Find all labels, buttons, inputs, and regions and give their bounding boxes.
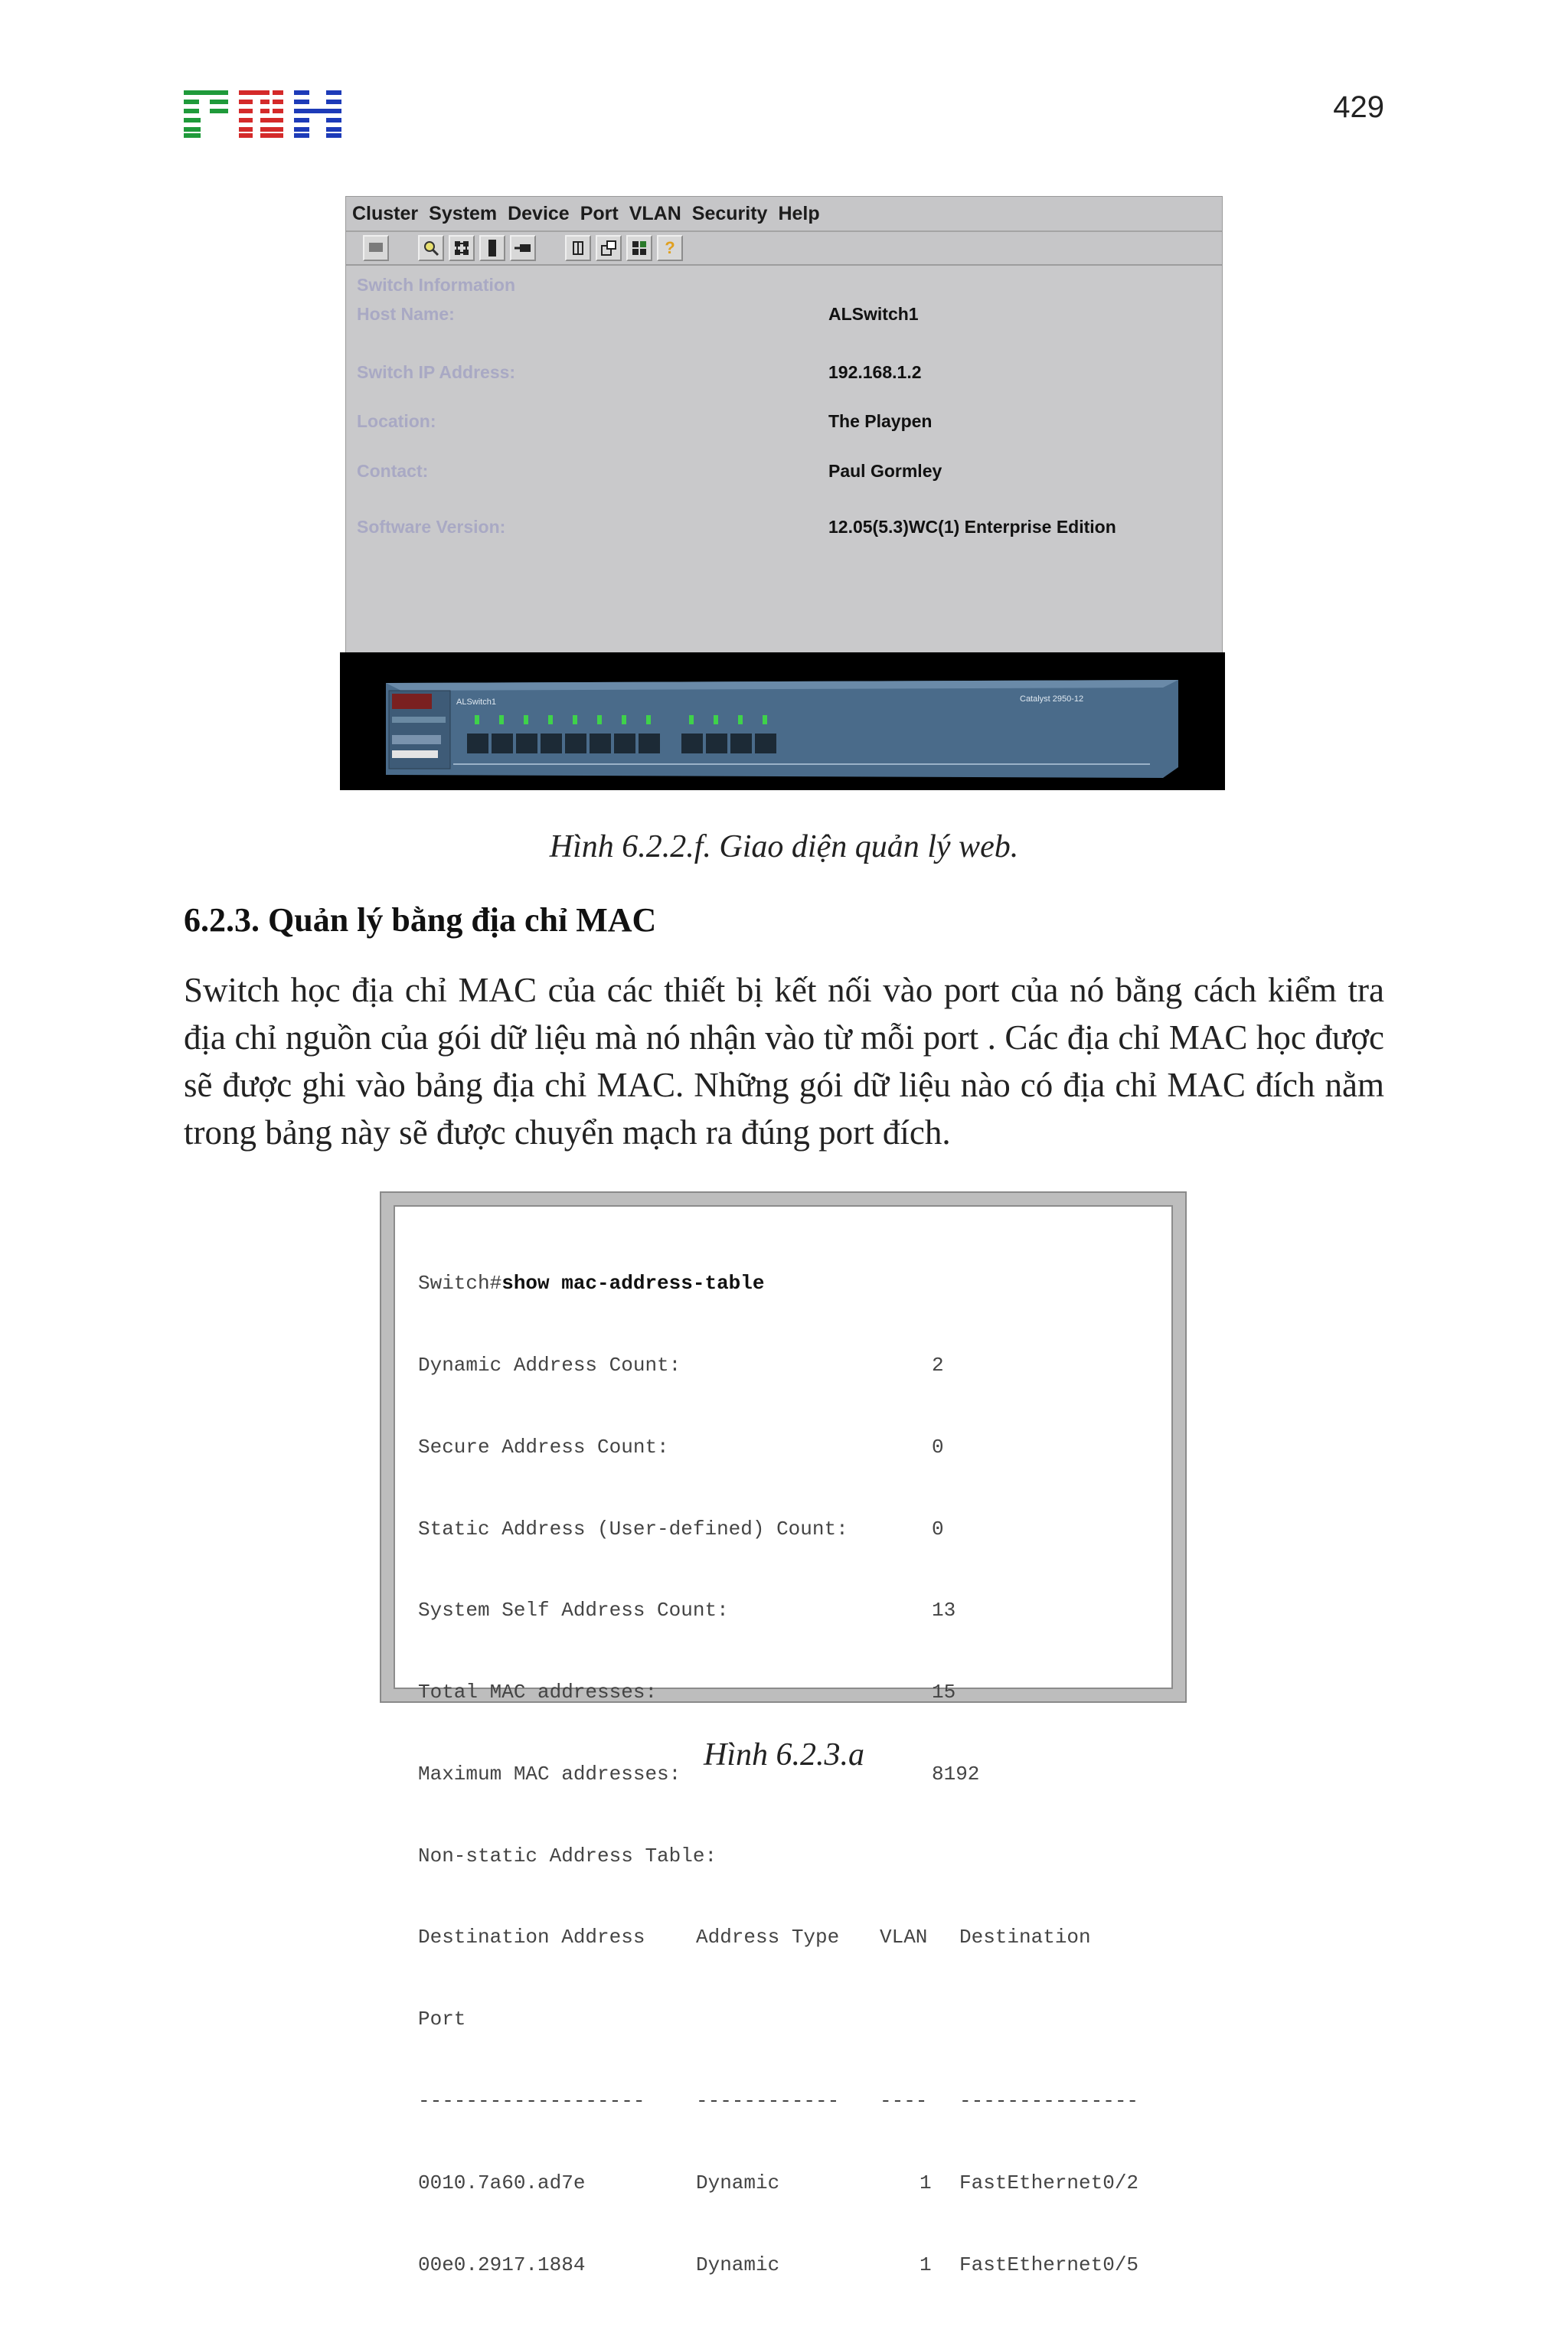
- switch-information-panel: [346, 266, 1222, 653]
- count-row: Secure Address Count: 0: [418, 1435, 944, 1459]
- figure1-caption: Hình 6.2.2.f. Giao diện quản lý web.: [549, 829, 1019, 864]
- location-row: [346, 411, 1222, 442]
- count-row: Total MAC addresses: 15: [418, 1681, 956, 1704]
- switch-front-panel: [340, 652, 1225, 790]
- count-row: System Self Address Count: 13: [418, 1599, 956, 1622]
- menu-system[interactable]: System: [429, 202, 498, 224]
- host-name-label: Host Name:: [357, 304, 455, 324]
- search-icon[interactable]: [418, 235, 444, 261]
- table-header: Destination Address Address Type VLAN Destination: [418, 1926, 1091, 1949]
- location-value: The Playpen: [828, 411, 933, 431]
- location-label: Location:: [357, 411, 436, 431]
- count-row: Dynamic Address Count: 2: [418, 1353, 944, 1377]
- host-name-value: ALSwitch1: [828, 304, 919, 324]
- ip-address-value: 192.168.1.2: [828, 362, 922, 382]
- page-number: 429: [1333, 90, 1384, 124]
- panel-title: Switch Information: [357, 275, 515, 295]
- software-version-label: Software Version:: [357, 517, 506, 537]
- device-model-label: Catalyst 2950-12: [1020, 694, 1084, 704]
- help-icon[interactable]: ?: [657, 235, 683, 261]
- host-name-row: [346, 304, 1222, 335]
- device-host-label: ALSwitch1: [456, 698, 496, 707]
- command-line: [418, 1270, 848, 1298]
- section-paragraph: Switch học địa chỉ MAC của các thiết bị kết nối vào port của nó bằng cách kiểm tra địa chỉ nguồn của gói dữ liệu mà nó nhận vào từ mỗi port . Các địa chỉ MAC học được sẽ được ghi vào bảng địa chỉ MAC. Những gói dữ liệu nào có địa chỉ MAC đích nằm trong bảng này sẽ được chuyển mạch ra đúng port đích.: [184, 971, 1384, 1152]
- contact-label: Contact:: [357, 461, 429, 481]
- switch-icon[interactable]: [479, 235, 505, 261]
- menu-help[interactable]: Help: [778, 202, 820, 224]
- table-row: 00e0.2917.1884 Dynamic 1 FastEthernet0/5: [418, 2253, 1139, 2276]
- software-version-value: 12.05(5.3)WC(1) Enterprise Edition: [828, 517, 1116, 537]
- switch-device-image: [340, 652, 1225, 790]
- vlan-icon[interactable]: [596, 235, 622, 261]
- figure2-caption: Hình 6.2.3.a: [704, 1737, 864, 1773]
- contact-row: [346, 461, 1222, 492]
- menu-port[interactable]: Port: [580, 202, 619, 224]
- table-header-port: Port: [418, 2008, 466, 2031]
- plug-icon[interactable]: [510, 235, 536, 261]
- prompt: Switch#: [418, 1272, 502, 1296]
- contact-value: Paul Gormley: [828, 461, 942, 481]
- software-version-row: [346, 517, 1222, 547]
- network-icon[interactable]: [449, 235, 475, 261]
- menu-device[interactable]: Device: [508, 202, 570, 224]
- section-heading: 6.2.3. Quản lý bằng địa chỉ MAC: [184, 901, 657, 939]
- terminal-output: [418, 1216, 1139, 2333]
- menu-vlan[interactable]: VLAN: [629, 202, 681, 224]
- menubar: [346, 197, 1222, 232]
- toolbar: [346, 232, 1222, 266]
- grid-icon[interactable]: [626, 235, 652, 261]
- logo-pnh: [184, 90, 341, 138]
- ip-address-label: Switch IP Address:: [357, 362, 516, 382]
- table-divider: ------------------- ------------ ---- ---------------: [418, 2090, 1139, 2112]
- table-title: Non-static Address Table:: [418, 1844, 717, 1867]
- port-icon[interactable]: [565, 235, 591, 261]
- count-row: Maximum MAC addresses: 8192: [418, 1762, 980, 1786]
- ip-address-row: [346, 362, 1222, 393]
- monitor-icon[interactable]: [363, 235, 389, 261]
- command: show mac-address-table: [501, 1272, 765, 1296]
- table-row: 0010.7a60.ad7e Dynamic 1 FastEthernet0/2: [418, 2171, 1139, 2194]
- logo-image: [184, 90, 341, 138]
- count-row: Static Address (User-defined) Count: 0: [418, 1517, 944, 1541]
- menu-security[interactable]: Security: [691, 202, 768, 224]
- web-management-figure: [340, 196, 1225, 790]
- menu-cluster[interactable]: Cluster: [352, 202, 419, 224]
- app-window: [345, 196, 1223, 652]
